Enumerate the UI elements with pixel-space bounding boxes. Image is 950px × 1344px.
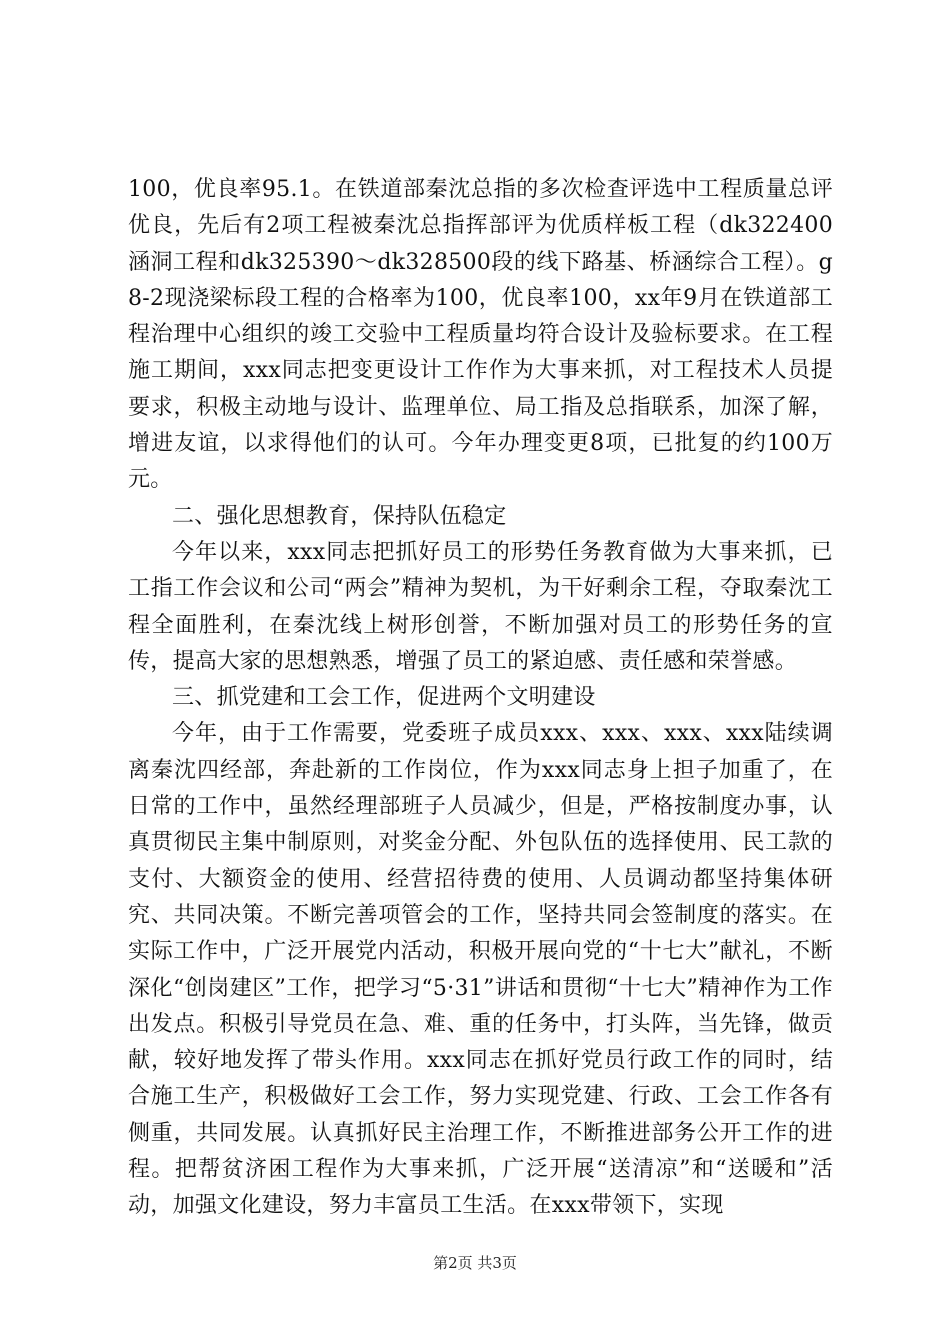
page-number-footer: 第2页 共3页 xyxy=(433,1254,517,1272)
paragraph-party-building: 今年，由于工作需要，党委班子成员xxx、xxx、xxx、xxx陆续调离秦沈四经部，奔赴新的工作岗位，作为xxx同志身上担子加重了，在日常的工作中，虽然经理部班子人员减少，但是，严格按制度办事，认真贯彻民主集中制原则，对奖金分配、外包队伍的选择使用、民工款的支付、大额资金的使用、经营招待费的使用、人员调动都坚持集体研究、共同决策。不断完善项管会的工作，坚持共同会签制度的落实。在实际工作中，广泛开展党内活动，积极开展向党的“十七大”献礼，不断深化“创岗建区”工作，把学习“5·31”讲话和贯彻“十七大”精神作为工作出发点。积极引导党员在急、难、重的任务中，打头阵，当先锋，做贡献，较好地发挥了带头作用。xxx同志在抓好党员行政工作的同时，结合施工生产，积极做好工会工作，努力实现党建、行政、工会工作各有侧重，共同发展。认真抓好民主治理工作，不断推进部务公开工作的进程。把帮贫济困工程作为大事来抓，广泛开展“送清凉”和“送暖和”活动，加强文化建设，努力丰富员工生活。在xxx带领下，实现 xyxy=(128,721,833,1219)
document-body xyxy=(128,172,833,1225)
paragraph-ideology-education: 今年以来，xxx同志把抓好员工的形势任务教育做为大事来抓，已工指工作会议和公司“两会”精神为契机，为干好剩余工程，夺取秦沈工程全面胜利，在秦沈线上树形创誉，不断加强对员工的形势任务的宣传，提高大家的思想熟悉，增强了员工的紧迫感、责任感和荣誉感。 xyxy=(128,539,833,674)
section-heading-party-building: 三、抓党建和工会工作，促进两个文明建设 xyxy=(172,685,596,711)
paragraph-quality-results: 100，优良率95.1。在铁道部秦沈总指的多次检查评选中工程质量总评优良，先后有2项工程被秦沈总指挥部评为优质样板工程（dk322400涵洞工程和dk325390～dk328500段的线下路基、桥涵综合工程）。g8-2现浇梁标段工程的合格率为100，优良率100，xx年9月在铁道部工程治理中心组织的竣工交验中工程质量均符合设计及验标要求。在工程施工期间，xxx同志把变更设计工作作为大事来抓，对工程技术人员提要求，积极主动地与设计、监理单位、局工指及总指联系，加深了解，增进友谊，以求得他们的认可。今年办理变更8项，已批复的约100万元。 xyxy=(128,177,833,493)
section-heading-ideology: 二、强化思想教育，保持队伍稳定 xyxy=(172,503,507,529)
